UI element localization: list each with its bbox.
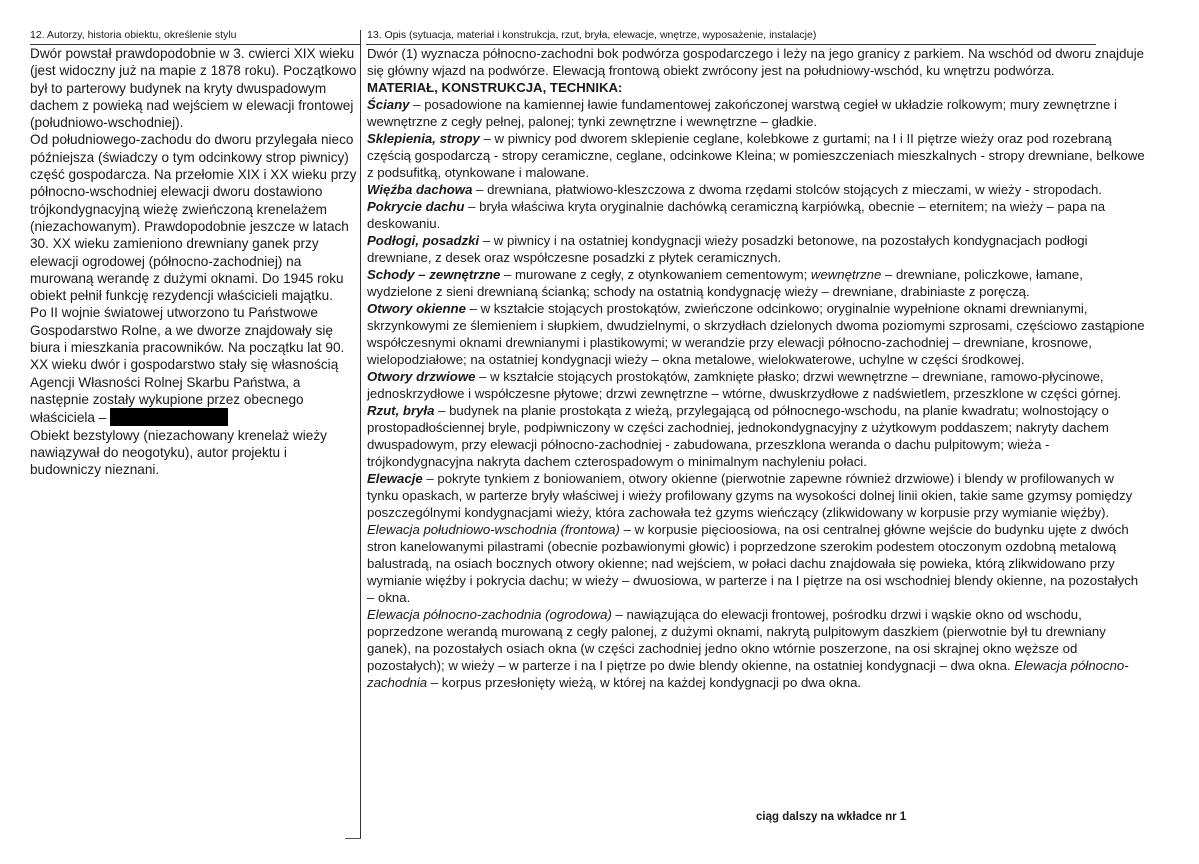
materials-heading: MATERIAŁ, KONSTRUKCJA, TECHNIKA: bbox=[367, 80, 623, 95]
bottom-divider bbox=[345, 838, 361, 839]
history-paragraph-2: Od południowego-zachodu do dworu przylegała nieco późniejsza (świadczy o tym odcinkowy strop piwnicy) część gospodarcza. Na przełomie XIX i XX wieku przy północno-wschodniej elewacji dworu dostawiono trójkondygnacyjną wieżę zwieńczoną krenelażem (niezachowanym). Prawdopodobnie jeszcze w latach 30. XX wieku zamieniono drewniany ganek przy elewacji ogrodowej (północno-zachodniej) na murowaną werandę z dużymi oknami. Do 1945 roku obiekt pełnił funkcję rezydencji właścicieli majątku. bbox=[30, 132, 357, 304]
facades-text-c: – nawiązująca do elewacji frontowej, pośrodku drzwi i wąskie okno od wschodu, poprzedzone werandą murowaną z cegły palonej, z dużymi oknami, nakrytą pulpitowym daszkiem (pierwotnie był tu drewniany ganek), na pozostałych osiach okna (w części zachodniej jedno okno wtórnie poszerzone, na osi skrajnej okno węższe od pozostałych); w wieży – w parterze i na I piętrze po dwie blendy okienne, na ostatniej kondygnacji – dwa okna. bbox=[367, 607, 1106, 673]
windows-text: – w kształcie stojących prostokątów, zwieńczone odcinkowo; oryginalnie wypełnione oknami drewnianymi, skrzynkowymi ze ślemieniem i słupkiem, dwudzielnymi, o skrzydłach dzielonych dwoma poziomymi szprosami, częściowo zastąpione współczesnymi oknami drewnianymi i plastikowymi; w werandzie przy elewacji północno-zachodniej – drewniane, krosnowe, wielopodziałowe; na ostatniej kondygnacji wieży – okna metalowe, wielokwaterowe, uchylne w części środkowej. bbox=[367, 301, 1145, 367]
situation-paragraph: Dwór (1) wyznacza północno-zachodni bok podwórza gospodarczego i leży na jego granicy z parkiem. Na wschód od dworu znajduje się główny wjazd na podwórze. Elewacją frontową obiekt zwrócony jest na południowy-wschód, ku wnętrzu podwórza. bbox=[367, 46, 1145, 78]
plan-term: Rzut, bryła bbox=[367, 403, 435, 418]
roof-truss-text: – drewniana, płatwiowo-kleszczowa z dwoma rzędami stolców stojących z mieczami, w wieży - stropodach. bbox=[472, 182, 1102, 197]
windows-term: Otwory okienne bbox=[367, 301, 466, 316]
facades-text-a: – pokryte tynkiem z boniowaniem, otwory okienne (pierwotnie zapewne również drzwiowe) i blendy w profilowanych w tynku opaskach, w parterze bryły właściwej i wieży profilowany gzyms na wysokości dolnej linii okien, takie same gzymsy pomiędzy poszczególnymi kondygnacjami wieży, która zachowała też gzyms wieńczący (zlikwidowany w korpusie przy wymianie więźby). bbox=[367, 471, 1133, 520]
stairs-entry bbox=[367, 266, 1147, 300]
history-paragraph-1: Dwór powstał prawdopodobnie w 3. cwierci XIX wieku (jest widoczny już na mapie z 1878 roku). Początkowo był to parterowy budynek na kryty dwuspadowym dachem z powieką nad wejściem w elewacji frontowej (południowo-wschodniej). bbox=[30, 46, 357, 131]
walls-text: – posadowione na kamiennej ławie fundamentowej zakończonej warstwą cegieł w układzie rolkowym; mury zewnętrzne i wewnętrzne z cegły pełnej, palonej; tynki zewnętrzne i wewnętrzne – gładkie. bbox=[367, 97, 1117, 129]
walls-term: Ściany bbox=[367, 97, 410, 112]
garden-facade-entry bbox=[367, 606, 1147, 691]
continuation-note: ciąg dalszy na wkładce nr 1 bbox=[756, 811, 907, 823]
floors-entry bbox=[367, 232, 1147, 266]
vaults-text: – w piwnicy pod dworem sklepienie ceglane, kolebkowe z gurtami; na I i II piętrze wieży oraz pod rozebraną częścią gospodarczą - stropy ceramiczne, ceglane, odcinkowe Kleina; w pomieszczeniach mieszkalnych - stropy drewniane, belkowe z podsufitką, otynkowane i malowane. bbox=[367, 131, 1145, 180]
history-paragraph-3 bbox=[30, 304, 360, 426]
floors-term: Podłogi, posadzki bbox=[367, 233, 480, 248]
roofing-term: Pokrycie dachu bbox=[367, 199, 465, 214]
description-body bbox=[367, 45, 1147, 691]
history-body bbox=[30, 45, 360, 478]
facades-text-d: – korpus przesłonięty wieżą, w której na każdej kondygnacji po dwa okna. bbox=[427, 675, 862, 690]
history-style-note: Obiekt bezstylowy (niezachowany krenelaż wieży nawiązywał do neogotyku), autor projektu i budowniczy nieznani. bbox=[30, 427, 327, 478]
facades-text-b: – w korpusie pięcioosiowa, na osi centralnej główne wejście do budynku ujęte z dwóch stron kanelowanymi pilastrami (obecnie pozbawionymi głowic) i poprzedzone szerokim podestem otoczonym ozdobną metalową balustradą, na osiach bocznych otwory okienne; nad wejściem, w połaci dachu znajdowała się powieka, którą zlikwidowano przy wymianie więźby i pokrycia dachu; w wieży – dwuosiowa, w parterze i na I piętrze na osi wschodniej blendy okienne, na pozostałych – okna. bbox=[367, 522, 1139, 605]
facades-term: Elewacje bbox=[367, 471, 423, 486]
column-divider bbox=[360, 30, 361, 838]
nw-facade-term: Elewacja północno-zachodnia bbox=[367, 658, 1129, 690]
windows-entry bbox=[367, 300, 1147, 368]
plan-text: – budynek na planie prostokąta z wieżą, przylegającą od północnego-wschodu, na planie kwadratu; wolnostojący o prostopadłościennej bryle, podpiwniczony w części zachodniej, jednokondygnacyjny z użytkowym poddaszem; nakryty dachem dwuspadowym, przy elewacji północno-zachodniej - zabudowana, przeszklona weranda o dachu pulpitowym; wieża - trójkondygnacyjna nakryta dachem czterospadowym o minimalnym nachyleniu połaci. bbox=[367, 403, 1109, 469]
description-header: 13. Opis (sytuacja, materiał i konstrukcja, rzut, bryła, elewacje, wnętrze, wyposażenie, instalacje) bbox=[367, 29, 817, 41]
vaults-term: Sklepienia, stropy bbox=[367, 131, 480, 146]
doors-text: – w kształcie stojących prostokątów, zamknięte płasko; drzwi wewnętrzne – drewniane, ramowo-płycinowe, jednoskrzydłowe i współczesne płytowe; drzwi zewnętrzne – wtórne, dwuskrzydłowe z nadświetlem, przeszklone w części górnej. bbox=[367, 369, 1122, 401]
stairs-interior-term: wewnętrzne bbox=[810, 267, 882, 282]
roofing-text: – bryła właściwa kryta oryginalnie dachówką ceramiczną karpiówką, obecnie – eternitem; na wieży – papa na deskowaniu. bbox=[367, 199, 1106, 231]
front-facade-term: Elewacja południowo-wschodnia (frontowa) bbox=[367, 522, 620, 537]
walls-entry bbox=[367, 96, 1147, 130]
roofing-entry bbox=[367, 198, 1147, 232]
floors-text: – w piwnicy i na ostatniej kondygnacji wieży posadzki betonowe, na pozostałych kondygnacjach podłogi drewniane, z desek oraz współczesne posadzki z płytek ceramicznych. bbox=[367, 233, 1088, 265]
roof-truss-entry bbox=[367, 181, 1147, 198]
history-header: 12. Autorzy, historia obiektu, określenie stylu bbox=[30, 29, 237, 41]
plan-entry bbox=[367, 402, 1147, 470]
stairs-term: Schody bbox=[367, 267, 415, 282]
stairs-text-a: – murowane z cegły, z otynkowaniem cementowym; bbox=[500, 267, 811, 282]
doors-entry bbox=[367, 368, 1147, 402]
history-paragraph-3-text: Po II wojnie światowej utworzono tu Państwowe Gospodarstwo Rolne, a we dworze znajdowały się biura i mieszkania pracowników. Na początku lat 90. XX wieku dwór i gospodarstwo stały się własnością Agencji Własności Rolnej Skarbu Państwa, a następnie zostały wykupione przez obecnego właściciela – bbox=[30, 305, 345, 426]
doors-term: Otwory drzwiowe bbox=[367, 369, 476, 384]
roof-truss-term: Więźba dachowa bbox=[367, 182, 473, 197]
stairs-text-b: – drewniane, policzkowe, łamane, wydzielone z sieni drewnianą ścianką; schody na ostatnią kondygnację wieży – drewniane, drabiniaste z poręczą. bbox=[367, 267, 1083, 299]
vaults-entry bbox=[367, 130, 1147, 181]
description-column bbox=[367, 28, 1147, 691]
garden-facade-term: Elewacja północno-zachodnia (ogrodowa) bbox=[367, 607, 612, 622]
stairs-exterior-term: – zewnętrzne bbox=[414, 267, 501, 282]
history-column bbox=[30, 28, 360, 478]
owner-redaction bbox=[110, 408, 228, 426]
facades-entry bbox=[367, 470, 1147, 606]
